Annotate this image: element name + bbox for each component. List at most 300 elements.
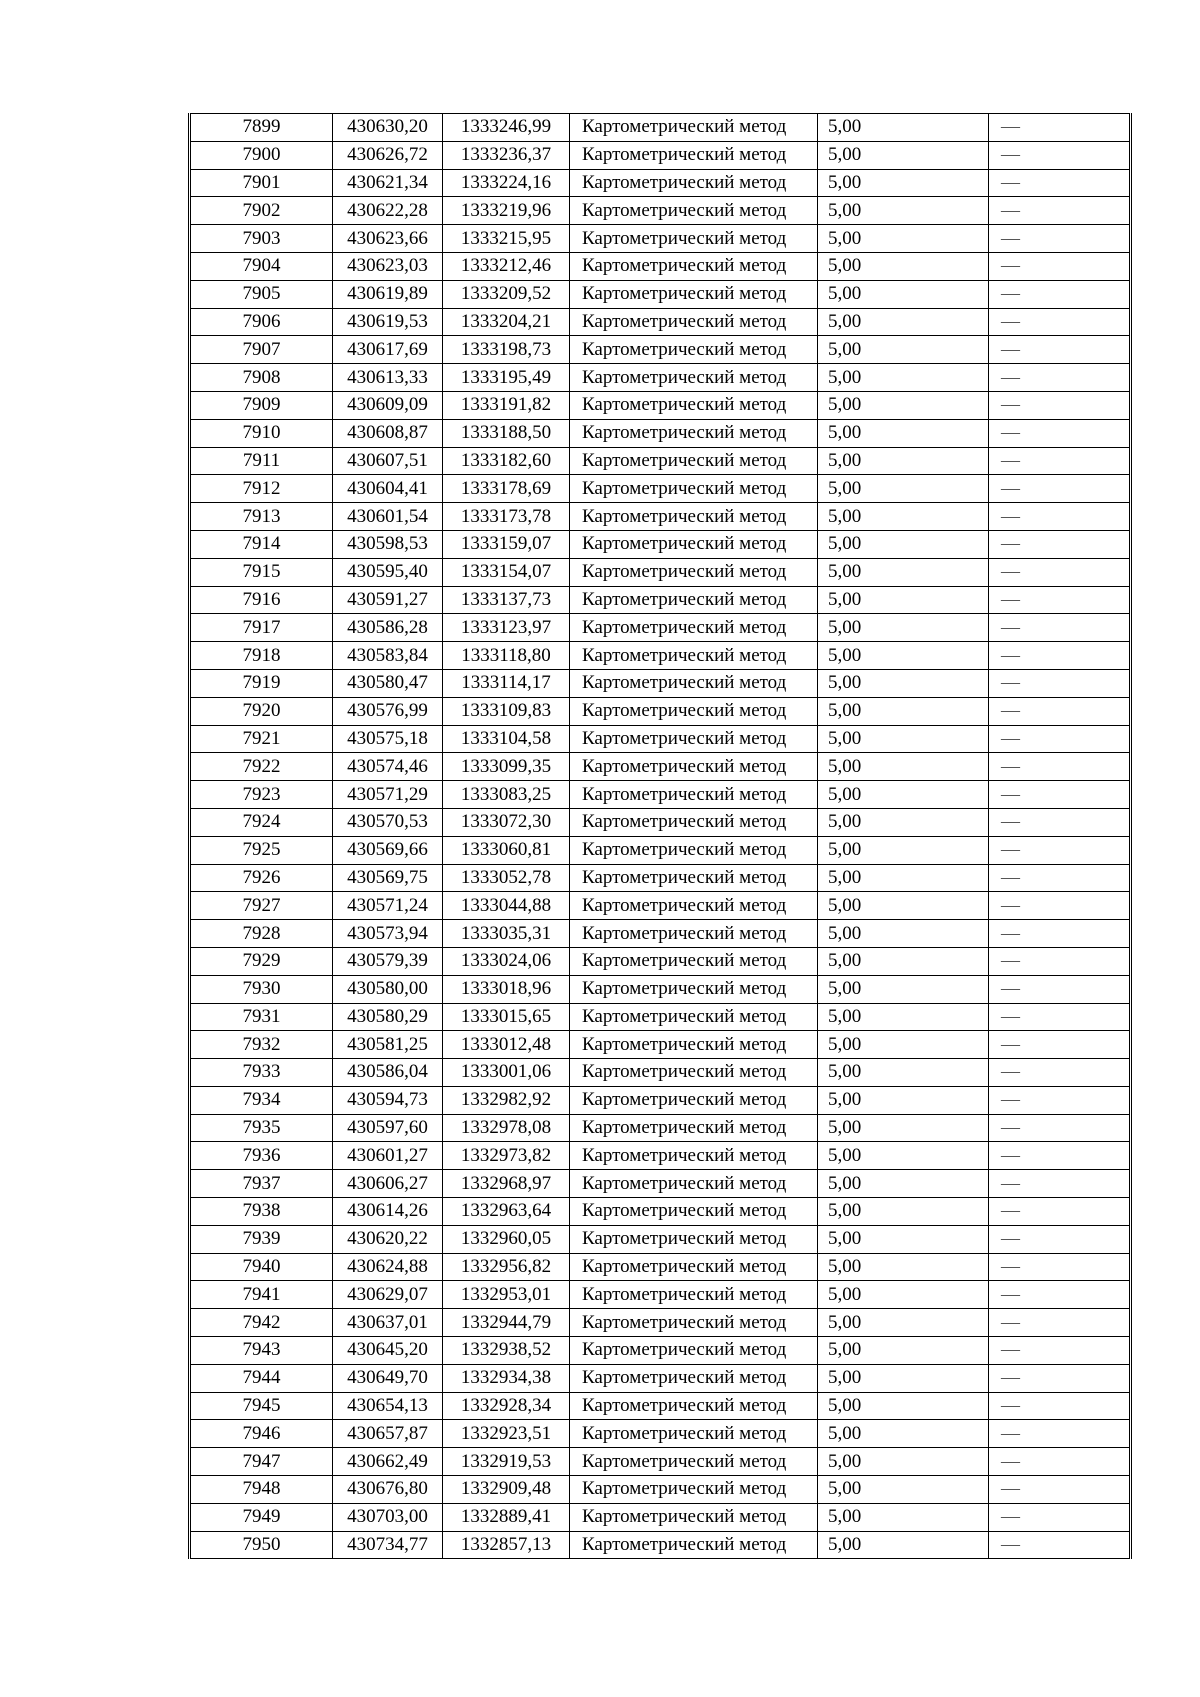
point-number-cell: 7908 <box>190 364 333 392</box>
point-number-cell: 7931 <box>190 1003 333 1031</box>
description-cell: — <box>989 1142 1131 1170</box>
point-number-cell: 7941 <box>190 1281 333 1309</box>
x-coordinate-cell: 430613,33 <box>333 364 443 392</box>
x-coordinate-cell: 430623,66 <box>333 225 443 253</box>
point-number-cell: 7899 <box>190 114 333 142</box>
x-coordinate-cell: 430601,27 <box>333 1142 443 1170</box>
point-number-cell: 7945 <box>190 1392 333 1420</box>
point-number-cell: 7920 <box>190 697 333 725</box>
y-coordinate-cell: 1333191,82 <box>443 391 570 419</box>
accuracy-cell: 5,00 <box>818 1309 989 1337</box>
method-cell: Картометрический метод <box>570 225 818 253</box>
y-coordinate-cell: 1332944,79 <box>443 1309 570 1337</box>
method-cell: Картометрический метод <box>570 1003 818 1031</box>
x-coordinate-cell: 430657,87 <box>333 1420 443 1448</box>
method-cell: Картометрический метод <box>570 586 818 614</box>
description-cell: — <box>989 1392 1131 1420</box>
point-number-cell: 7924 <box>190 808 333 836</box>
description-cell: — <box>989 1476 1131 1504</box>
method-cell: Картометрический метод <box>570 1364 818 1392</box>
table-row <box>190 697 1131 725</box>
method-cell: Картометрический метод <box>570 1476 818 1504</box>
y-coordinate-cell: 1332923,51 <box>443 1420 570 1448</box>
y-coordinate-cell: 1333137,73 <box>443 586 570 614</box>
accuracy-cell: 5,00 <box>818 169 989 197</box>
point-number-cell: 7911 <box>190 447 333 475</box>
table-row <box>190 169 1131 197</box>
x-coordinate-cell: 430621,34 <box>333 169 443 197</box>
method-cell: Картометрический метод <box>570 447 818 475</box>
accuracy-cell: 5,00 <box>818 836 989 864</box>
y-coordinate-cell: 1333246,99 <box>443 114 570 142</box>
x-coordinate-cell: 430573,94 <box>333 920 443 948</box>
x-coordinate-cell: 430703,00 <box>333 1503 443 1531</box>
x-coordinate-cell: 430586,28 <box>333 614 443 642</box>
method-cell: Картометрический метод <box>570 669 818 697</box>
point-number-cell: 7923 <box>190 781 333 809</box>
table-row <box>190 419 1131 447</box>
point-number-cell: 7935 <box>190 1114 333 1142</box>
x-coordinate-cell: 430622,28 <box>333 197 443 225</box>
point-number-cell: 7916 <box>190 586 333 614</box>
y-coordinate-cell: 1332909,48 <box>443 1476 570 1504</box>
y-coordinate-cell: 1332953,01 <box>443 1281 570 1309</box>
accuracy-cell: 5,00 <box>818 586 989 614</box>
method-cell: Картометрический метод <box>570 197 818 225</box>
x-coordinate-cell: 430620,22 <box>333 1225 443 1253</box>
point-number-cell: 7919 <box>190 669 333 697</box>
table-row <box>190 280 1131 308</box>
accuracy-cell: 5,00 <box>818 419 989 447</box>
method-cell: Картометрический метод <box>570 975 818 1003</box>
accuracy-cell: 5,00 <box>818 197 989 225</box>
method-cell: Картометрический метод <box>570 1337 818 1365</box>
method-cell: Картометрический метод <box>570 892 818 920</box>
y-coordinate-cell: 1333159,07 <box>443 530 570 558</box>
y-coordinate-cell: 1332857,13 <box>443 1531 570 1559</box>
point-number-cell: 7910 <box>190 419 333 447</box>
accuracy-cell: 5,00 <box>818 1364 989 1392</box>
table-row <box>190 114 1131 142</box>
x-coordinate-cell: 430597,60 <box>333 1114 443 1142</box>
table-row <box>190 975 1131 1003</box>
y-coordinate-cell: 1333123,97 <box>443 614 570 642</box>
description-cell: — <box>989 1420 1131 1448</box>
accuracy-cell: 5,00 <box>818 1170 989 1198</box>
method-cell: Картометрический метод <box>570 503 818 531</box>
point-number-cell: 7949 <box>190 1503 333 1531</box>
point-number-cell: 7918 <box>190 642 333 670</box>
table-row <box>190 1003 1131 1031</box>
x-coordinate-cell: 430571,29 <box>333 781 443 809</box>
accuracy-cell: 5,00 <box>818 280 989 308</box>
method-cell: Картометрический метод <box>570 364 818 392</box>
x-coordinate-cell: 430609,09 <box>333 391 443 419</box>
accuracy-cell: 5,00 <box>818 391 989 419</box>
y-coordinate-cell: 1332928,34 <box>443 1392 570 1420</box>
point-number-cell: 7940 <box>190 1253 333 1281</box>
x-coordinate-cell: 430570,53 <box>333 808 443 836</box>
x-coordinate-cell: 430591,27 <box>333 586 443 614</box>
method-cell: Картометрический метод <box>570 1420 818 1448</box>
y-coordinate-cell: 1333083,25 <box>443 781 570 809</box>
point-number-cell: 7928 <box>190 920 333 948</box>
description-cell: — <box>989 1086 1131 1114</box>
accuracy-cell: 5,00 <box>818 808 989 836</box>
x-coordinate-cell: 430576,99 <box>333 697 443 725</box>
y-coordinate-cell: 1333099,35 <box>443 753 570 781</box>
table-row <box>190 586 1131 614</box>
y-coordinate-cell: 1333052,78 <box>443 864 570 892</box>
description-cell: — <box>989 1448 1131 1476</box>
y-coordinate-cell: 1333236,37 <box>443 141 570 169</box>
accuracy-cell: 5,00 <box>818 308 989 336</box>
x-coordinate-cell: 430575,18 <box>333 725 443 753</box>
table-row <box>190 1059 1131 1087</box>
accuracy-cell: 5,00 <box>818 975 989 1003</box>
table-row <box>190 1420 1131 1448</box>
description-cell: — <box>989 975 1131 1003</box>
x-coordinate-cell: 430581,25 <box>333 1031 443 1059</box>
table-row <box>190 503 1131 531</box>
table-row <box>190 1114 1131 1142</box>
table-row <box>190 614 1131 642</box>
y-coordinate-cell: 1333182,60 <box>443 447 570 475</box>
description-cell: — <box>989 419 1131 447</box>
y-coordinate-cell: 1332889,41 <box>443 1503 570 1531</box>
x-coordinate-cell: 430586,04 <box>333 1059 443 1087</box>
accuracy-cell: 5,00 <box>818 1476 989 1504</box>
y-coordinate-cell: 1332982,92 <box>443 1086 570 1114</box>
description-cell: — <box>989 1309 1131 1337</box>
accuracy-cell: 5,00 <box>818 781 989 809</box>
table-row <box>190 225 1131 253</box>
x-coordinate-cell: 430580,29 <box>333 1003 443 1031</box>
accuracy-cell: 5,00 <box>818 1225 989 1253</box>
x-coordinate-cell: 430734,77 <box>333 1531 443 1559</box>
point-number-cell: 7913 <box>190 503 333 531</box>
table-row <box>190 753 1131 781</box>
point-number-cell: 7947 <box>190 1448 333 1476</box>
description-cell: — <box>989 586 1131 614</box>
accuracy-cell: 5,00 <box>818 336 989 364</box>
accuracy-cell: 5,00 <box>818 1420 989 1448</box>
method-cell: Картометрический метод <box>570 1281 818 1309</box>
description-cell: — <box>989 364 1131 392</box>
y-coordinate-cell: 1333219,96 <box>443 197 570 225</box>
accuracy-cell: 5,00 <box>818 1337 989 1365</box>
method-cell: Картометрический метод <box>570 1059 818 1087</box>
accuracy-cell: 5,00 <box>818 753 989 781</box>
y-coordinate-cell: 1333154,07 <box>443 558 570 586</box>
accuracy-cell: 5,00 <box>818 614 989 642</box>
point-number-cell: 7936 <box>190 1142 333 1170</box>
description-cell: — <box>989 1337 1131 1365</box>
accuracy-cell: 5,00 <box>818 864 989 892</box>
description-cell: — <box>989 725 1131 753</box>
method-cell: Картометрический метод <box>570 864 818 892</box>
x-coordinate-cell: 430598,53 <box>333 530 443 558</box>
method-cell: Картометрический метод <box>570 1253 818 1281</box>
table-row <box>190 1170 1131 1198</box>
table-row <box>190 1337 1131 1365</box>
coordinates-table <box>188 113 1132 1559</box>
description-cell: — <box>989 1253 1131 1281</box>
method-cell: Картометрический метод <box>570 308 818 336</box>
y-coordinate-cell: 1333173,78 <box>443 503 570 531</box>
point-number-cell: 7934 <box>190 1086 333 1114</box>
point-number-cell: 7938 <box>190 1198 333 1226</box>
method-cell: Картометрический метод <box>570 475 818 503</box>
description-cell: — <box>989 642 1131 670</box>
y-coordinate-cell: 1333015,65 <box>443 1003 570 1031</box>
table-row <box>190 1448 1131 1476</box>
description-cell: — <box>989 808 1131 836</box>
x-coordinate-cell: 430580,00 <box>333 975 443 1003</box>
x-coordinate-cell: 430583,84 <box>333 642 443 670</box>
method-cell: Картометрический метод <box>570 114 818 142</box>
point-number-cell: 7914 <box>190 530 333 558</box>
accuracy-cell: 5,00 <box>818 475 989 503</box>
y-coordinate-cell: 1333024,06 <box>443 947 570 975</box>
table-row <box>190 1142 1131 1170</box>
method-cell: Картометрический метод <box>570 1198 818 1226</box>
table-row <box>190 1198 1131 1226</box>
description-cell: — <box>989 1225 1131 1253</box>
accuracy-cell: 5,00 <box>818 1253 989 1281</box>
y-coordinate-cell: 1332968,97 <box>443 1170 570 1198</box>
method-cell: Картометрический метод <box>570 836 818 864</box>
table-row <box>190 1476 1131 1504</box>
accuracy-cell: 5,00 <box>818 1392 989 1420</box>
point-number-cell: 7932 <box>190 1031 333 1059</box>
table-row <box>190 1031 1131 1059</box>
table-row <box>190 725 1131 753</box>
y-coordinate-cell: 1333044,88 <box>443 892 570 920</box>
description-cell: — <box>989 1003 1131 1031</box>
description-cell: — <box>989 781 1131 809</box>
table-row <box>190 1225 1131 1253</box>
point-number-cell: 7933 <box>190 1059 333 1087</box>
accuracy-cell: 5,00 <box>818 1003 989 1031</box>
method-cell: Картометрический метод <box>570 1448 818 1476</box>
table-row <box>190 141 1131 169</box>
description-cell: — <box>989 280 1131 308</box>
description-cell: — <box>989 947 1131 975</box>
table-row <box>190 308 1131 336</box>
point-number-cell: 7907 <box>190 336 333 364</box>
point-number-cell: 7903 <box>190 225 333 253</box>
description-cell: — <box>989 169 1131 197</box>
accuracy-cell: 5,00 <box>818 1142 989 1170</box>
table-row <box>190 836 1131 864</box>
point-number-cell: 7942 <box>190 1309 333 1337</box>
y-coordinate-cell: 1332934,38 <box>443 1364 570 1392</box>
table-row <box>190 1281 1131 1309</box>
point-number-cell: 7900 <box>190 141 333 169</box>
method-cell: Картометрический метод <box>570 169 818 197</box>
table-row <box>190 1309 1131 1337</box>
x-coordinate-cell: 430623,03 <box>333 252 443 280</box>
y-coordinate-cell: 1333188,50 <box>443 419 570 447</box>
accuracy-cell: 5,00 <box>818 725 989 753</box>
point-number-cell: 7917 <box>190 614 333 642</box>
description-cell: — <box>989 1031 1131 1059</box>
x-coordinate-cell: 430619,53 <box>333 308 443 336</box>
table-row <box>190 252 1131 280</box>
x-coordinate-cell: 430676,80 <box>333 1476 443 1504</box>
description-cell: — <box>989 252 1131 280</box>
x-coordinate-cell: 430629,07 <box>333 1281 443 1309</box>
method-cell: Картометрический метод <box>570 558 818 586</box>
method-cell: Картометрический метод <box>570 391 818 419</box>
y-coordinate-cell: 1333215,95 <box>443 225 570 253</box>
description-cell: — <box>989 308 1131 336</box>
table-row <box>190 864 1131 892</box>
y-coordinate-cell: 1333204,21 <box>443 308 570 336</box>
x-coordinate-cell: 430606,27 <box>333 1170 443 1198</box>
description-cell: — <box>989 225 1131 253</box>
y-coordinate-cell: 1333001,06 <box>443 1059 570 1087</box>
method-cell: Картометрический метод <box>570 642 818 670</box>
description-cell: — <box>989 530 1131 558</box>
method-cell: Картометрический метод <box>570 1086 818 1114</box>
y-coordinate-cell: 1333224,16 <box>443 169 570 197</box>
method-cell: Картометрический метод <box>570 1170 818 1198</box>
point-number-cell: 7904 <box>190 252 333 280</box>
point-number-cell: 7946 <box>190 1420 333 1448</box>
x-coordinate-cell: 430637,01 <box>333 1309 443 1337</box>
description-cell: — <box>989 697 1131 725</box>
description-cell: — <box>989 1531 1131 1559</box>
point-number-cell: 7937 <box>190 1170 333 1198</box>
method-cell: Картометрический метод <box>570 252 818 280</box>
accuracy-cell: 5,00 <box>818 892 989 920</box>
x-coordinate-cell: 430614,26 <box>333 1198 443 1226</box>
description-cell: — <box>989 391 1131 419</box>
description-cell: — <box>989 892 1131 920</box>
point-number-cell: 7922 <box>190 753 333 781</box>
table-row <box>190 530 1131 558</box>
x-coordinate-cell: 430601,54 <box>333 503 443 531</box>
x-coordinate-cell: 430604,41 <box>333 475 443 503</box>
accuracy-cell: 5,00 <box>818 503 989 531</box>
accuracy-cell: 5,00 <box>818 1086 989 1114</box>
description-cell: — <box>989 1114 1131 1142</box>
table-row <box>190 920 1131 948</box>
point-number-cell: 7927 <box>190 892 333 920</box>
point-number-cell: 7930 <box>190 975 333 1003</box>
point-number-cell: 7948 <box>190 1476 333 1504</box>
accuracy-cell: 5,00 <box>818 558 989 586</box>
y-coordinate-cell: 1332919,53 <box>443 1448 570 1476</box>
table-row <box>190 781 1131 809</box>
description-cell: — <box>989 197 1131 225</box>
description-cell: — <box>989 1170 1131 1198</box>
accuracy-cell: 5,00 <box>818 1198 989 1226</box>
description-cell: — <box>989 920 1131 948</box>
y-coordinate-cell: 1333012,48 <box>443 1031 570 1059</box>
description-cell: — <box>989 141 1131 169</box>
method-cell: Картометрический метод <box>570 1531 818 1559</box>
y-coordinate-cell: 1332960,05 <box>443 1225 570 1253</box>
description-cell: — <box>989 114 1131 142</box>
description-cell: — <box>989 447 1131 475</box>
x-coordinate-cell: 430579,39 <box>333 947 443 975</box>
description-cell: — <box>989 336 1131 364</box>
x-coordinate-cell: 430580,47 <box>333 669 443 697</box>
x-coordinate-cell: 430574,46 <box>333 753 443 781</box>
x-coordinate-cell: 430595,40 <box>333 558 443 586</box>
description-cell: — <box>989 753 1131 781</box>
point-number-cell: 7915 <box>190 558 333 586</box>
y-coordinate-cell: 1333118,80 <box>443 642 570 670</box>
description-cell: — <box>989 503 1131 531</box>
x-coordinate-cell: 430654,13 <box>333 1392 443 1420</box>
method-cell: Картометрический метод <box>570 1309 818 1337</box>
table-row <box>190 669 1131 697</box>
description-cell: — <box>989 1281 1131 1309</box>
table-row <box>190 475 1131 503</box>
method-cell: Картометрический метод <box>570 530 818 558</box>
description-cell: — <box>989 558 1131 586</box>
y-coordinate-cell: 1333114,17 <box>443 669 570 697</box>
description-cell: — <box>989 475 1131 503</box>
point-number-cell: 7950 <box>190 1531 333 1559</box>
accuracy-cell: 5,00 <box>818 1448 989 1476</box>
point-number-cell: 7902 <box>190 197 333 225</box>
x-coordinate-cell: 430571,24 <box>333 892 443 920</box>
description-cell: — <box>989 864 1131 892</box>
x-coordinate-cell: 430607,51 <box>333 447 443 475</box>
method-cell: Картометрический метод <box>570 1503 818 1531</box>
table-row <box>190 336 1131 364</box>
y-coordinate-cell: 1332973,82 <box>443 1142 570 1170</box>
table-row <box>190 947 1131 975</box>
x-coordinate-cell: 430624,88 <box>333 1253 443 1281</box>
method-cell: Картометрический метод <box>570 725 818 753</box>
method-cell: Картометрический метод <box>570 141 818 169</box>
table-row <box>190 391 1131 419</box>
y-coordinate-cell: 1333060,81 <box>443 836 570 864</box>
method-cell: Картометрический метод <box>570 1142 818 1170</box>
y-coordinate-cell: 1333104,58 <box>443 725 570 753</box>
x-coordinate-cell: 430626,72 <box>333 141 443 169</box>
method-cell: Картометрический метод <box>570 697 818 725</box>
table-row <box>190 1253 1131 1281</box>
accuracy-cell: 5,00 <box>818 114 989 142</box>
accuracy-cell: 5,00 <box>818 1281 989 1309</box>
accuracy-cell: 5,00 <box>818 252 989 280</box>
y-coordinate-cell: 1332978,08 <box>443 1114 570 1142</box>
accuracy-cell: 5,00 <box>818 1059 989 1087</box>
method-cell: Картометрический метод <box>570 753 818 781</box>
table-row <box>190 808 1131 836</box>
description-cell: — <box>989 1059 1131 1087</box>
x-coordinate-cell: 430569,66 <box>333 836 443 864</box>
description-cell: — <box>989 1198 1131 1226</box>
table-row <box>190 1086 1131 1114</box>
accuracy-cell: 5,00 <box>818 447 989 475</box>
method-cell: Картометрический метод <box>570 1031 818 1059</box>
x-coordinate-cell: 430619,89 <box>333 280 443 308</box>
method-cell: Картометрический метод <box>570 419 818 447</box>
table-row <box>190 1364 1131 1392</box>
point-number-cell: 7909 <box>190 391 333 419</box>
accuracy-cell: 5,00 <box>818 1531 989 1559</box>
table-row <box>190 447 1131 475</box>
accuracy-cell: 5,00 <box>818 225 989 253</box>
